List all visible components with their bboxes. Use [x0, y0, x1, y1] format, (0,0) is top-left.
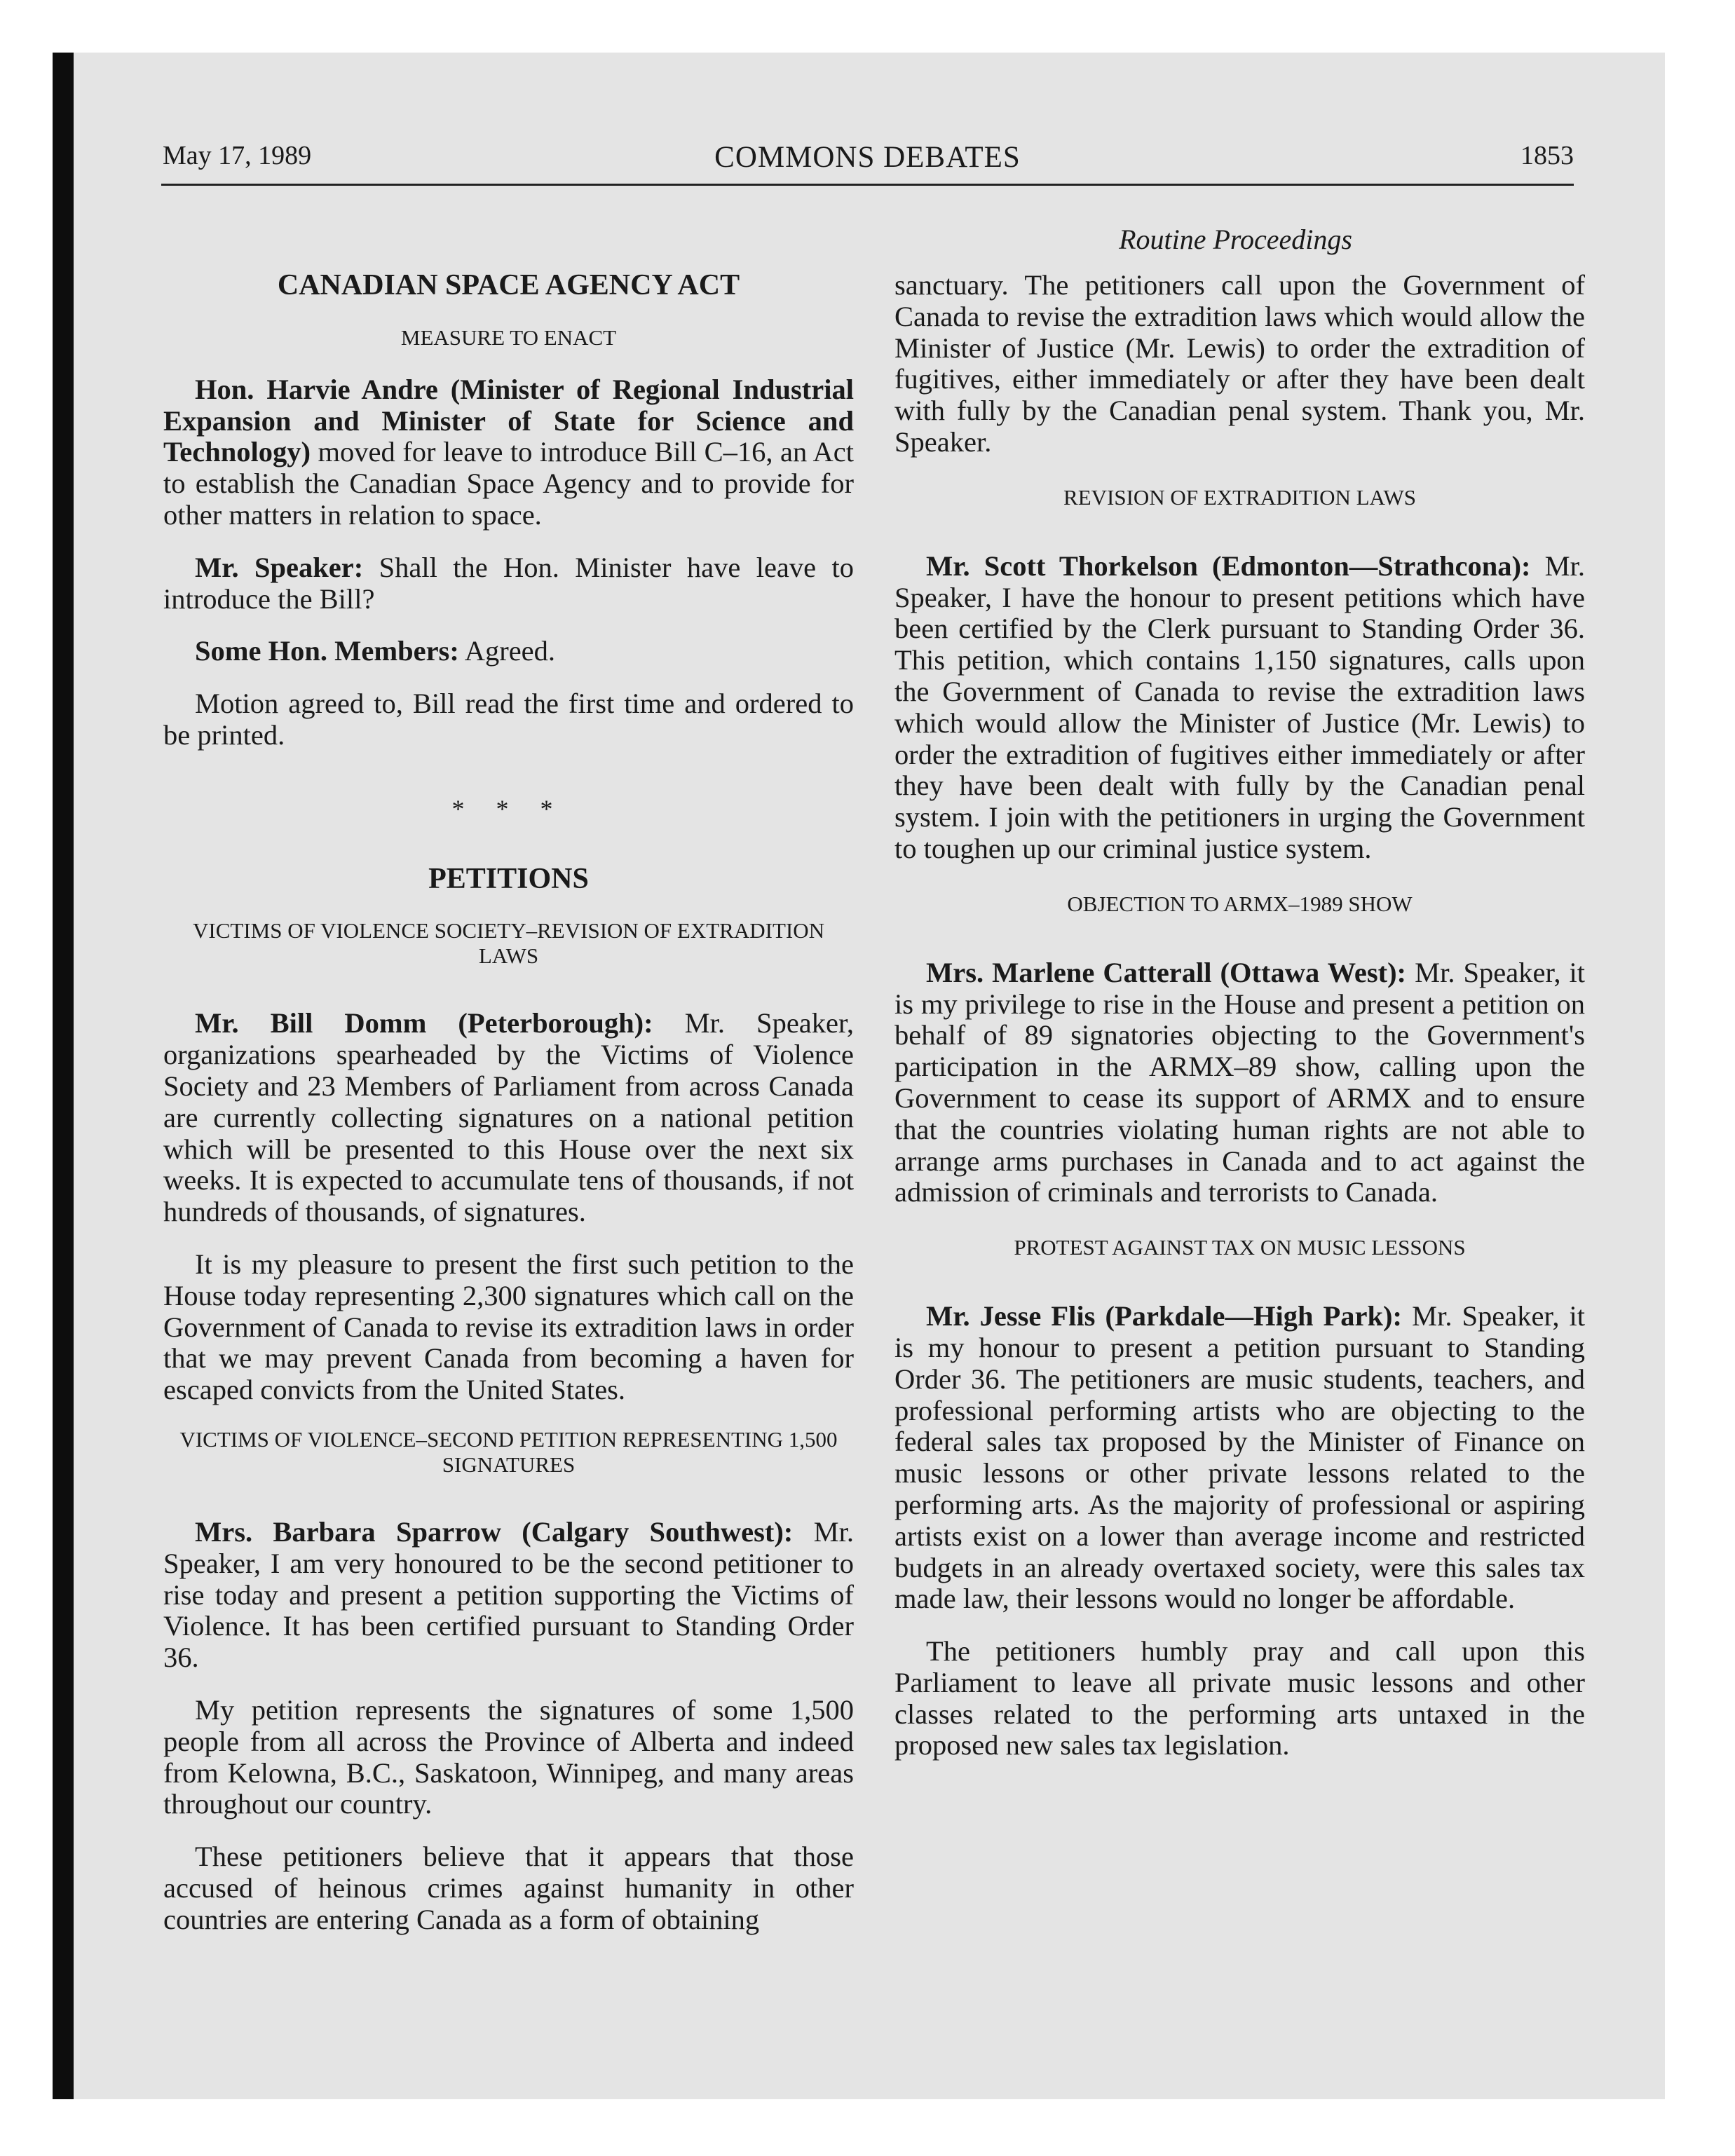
speech-text: Mr. Speaker, I have the honour to present petitions which have been certified by the Clerk pursuant to Standing Order 36. This petition, which contains 1,150 signatures, calls upon the Government of Canada to revise the extradition laws which would allow the Minister of Justice (Mr. Lewis) to order the extradition of fugitives either immediately or after they have been dealt with fully by the Canadian penal system. I join with the petitioners in urging the Government to toughen up our criminal justice system. — [894, 550, 1585, 864]
paragraph — [894, 1301, 1585, 1615]
header-date: May 17, 1989 — [163, 141, 312, 170]
speaker-name: Mrs. Barbara Sparrow (Calgary Southwest): — [195, 1515, 794, 1548]
header-rule — [161, 184, 1574, 186]
speech-text: moved for leave to introduce Bill C–16, an Act to establish the Canadian Space Agency and to provide for other matters in relation to space. — [163, 436, 854, 531]
paragraph: These petitioners believe that it appears that those accused of heinous crimes against humanity in other countries are entering Canada as a form of obtaining — [163, 1841, 854, 1935]
paragraph — [894, 957, 1585, 1208]
paragraph: My petition represents the signatures of some 1,500 people from all across the Province of Alberta and indeed from Kelowna, B.C., Saskatoon, Winnipeg, and many areas throughout our country. — [163, 1693, 854, 1820]
subheading-music-tax: PROTEST AGAINST TAX ON MUSIC LESSONS — [1014, 1235, 1466, 1260]
speaker-name: Mr. Scott Thorkelson (Edmonton—Strathcona): — [926, 550, 1531, 582]
speech-text: Mr. Speaker, I am very honoured to be the second petitioner to rise today and present a petition supporting the Victims of Violence. It has been certified pursuant to Standing Order 36. — [163, 1515, 855, 1674]
speaker-name: Mr. Speaker: — [195, 551, 364, 583]
subheading-armx: OBJECTION TO ARMX–1989 SHOW — [1067, 891, 1413, 916]
subheading-victims-society: VICTIMS OF VIOLENCE SOCIETY–REVISION OF EXTRADITION LAWS — [193, 918, 824, 969]
paragraph: sanctuary. The petitioners call upon the Government of Canada to revise the extradition laws which would allow the Minister of Justice (Mr. Lewis) to order the extradition of fugitives, either immediately or after they have been dealt with fully by the Canadian penal system. Thank you, Mr. Speaker. — [894, 269, 1585, 458]
speaker-name: Hon. Harvie Andre (Minister of Regional Industrial Expansion and Minister of State for Science and Technology) — [163, 373, 854, 468]
speaker-name: Some Hon. Members: — [195, 635, 459, 667]
paragraph: It is my pleasure to present the first such petition to the House today representing 2,300 signatures which call on the Government of Canada to revise its extradition laws in order that we may prevent Canada from becoming a haven for escaped convicts from the United States. — [163, 1248, 854, 1406]
speech-text: Mr. Speaker, it is my honour to present a petition pursuant to Standing Order 36. The petitioners are music students, teachers, and professional performing artists who are objecting to the federal sales tax proposed by the Minister of Finance on music lessons or other private lessons related to the performing arts. As the majority of professional or aspiring artists exist on a lower than average income and restricted budgets in an already overtaxed society, were this sales tax made law, their lessons would no longer be affordable. — [894, 1300, 1585, 1615]
heading-space-agency-act: CANADIAN SPACE AGENCY ACT — [277, 269, 740, 301]
paragraph — [163, 636, 854, 667]
left-column — [163, 270, 854, 1956]
subheading-victims-second: VICTIMS OF VIOLENCE–SECOND PETITION REPRESENTING 1,500 SIGNATURES — [179, 1426, 838, 1477]
binding-edge — [53, 53, 74, 2099]
paragraph — [163, 1008, 854, 1228]
running-head: Routine Proceedings — [1119, 224, 1352, 255]
paragraph — [163, 552, 854, 615]
paragraph — [163, 374, 854, 531]
subheading-measure: MEASURE TO ENACT — [400, 325, 617, 350]
subheading-revision: REVISION OF EXTRADITION LAWS — [1063, 484, 1416, 510]
speech-text: Mr. Speaker, organizations spearheaded by the Victims of Violence Society and 23 Members of Parliament from across Canada are currently collecting signatures on a national petition which will be presented to this House over the next six weeks. It is expected to accumulate tens of thousands, if not hundreds of thousands, of signatures. — [163, 1007, 854, 1228]
page-number: 1853 — [1520, 141, 1574, 170]
paragraph: The petitioners humbly pray and call upon this Parliament to leave all private music lessons and other classes related to the performing arts untaxed in the proposed new sales tax legislation. — [894, 1635, 1585, 1761]
right-column — [894, 270, 1585, 1782]
speech-text: Shall the Hon. Minister have leave to introduce the Bill? — [163, 551, 854, 615]
header-title: COMMONS DEBATES — [714, 141, 1021, 174]
paragraph — [894, 551, 1585, 865]
section-separator: * * * — [451, 794, 566, 823]
speech-text: Agreed. — [458, 635, 556, 667]
speaker-name: Mr. Jesse Flis (Parkdale—High Park): — [926, 1300, 1403, 1332]
paragraph: Motion agreed to, Bill read the first time and ordered to be printed. — [163, 688, 854, 751]
speech-text: Mr. Speaker, it is my privilege to rise in the House and present a petition on behalf of 89 signatories objecting to the Government's participation in the ARMX–89 show, calling upon the Government to cease its support of ARMX and to ensure that the countries violating human rights are not able to arrange arms purchases in Canada and to act against the admission of criminals and terrorists to Canada. — [894, 956, 1585, 1208]
speaker-name: Mrs. Marlene Catterall (Ottawa West): — [926, 956, 1407, 988]
paragraph — [163, 1517, 854, 1674]
heading-petitions: PETITIONS — [428, 862, 589, 895]
speaker-name: Mr. Bill Domm (Peterborough): — [195, 1007, 653, 1039]
